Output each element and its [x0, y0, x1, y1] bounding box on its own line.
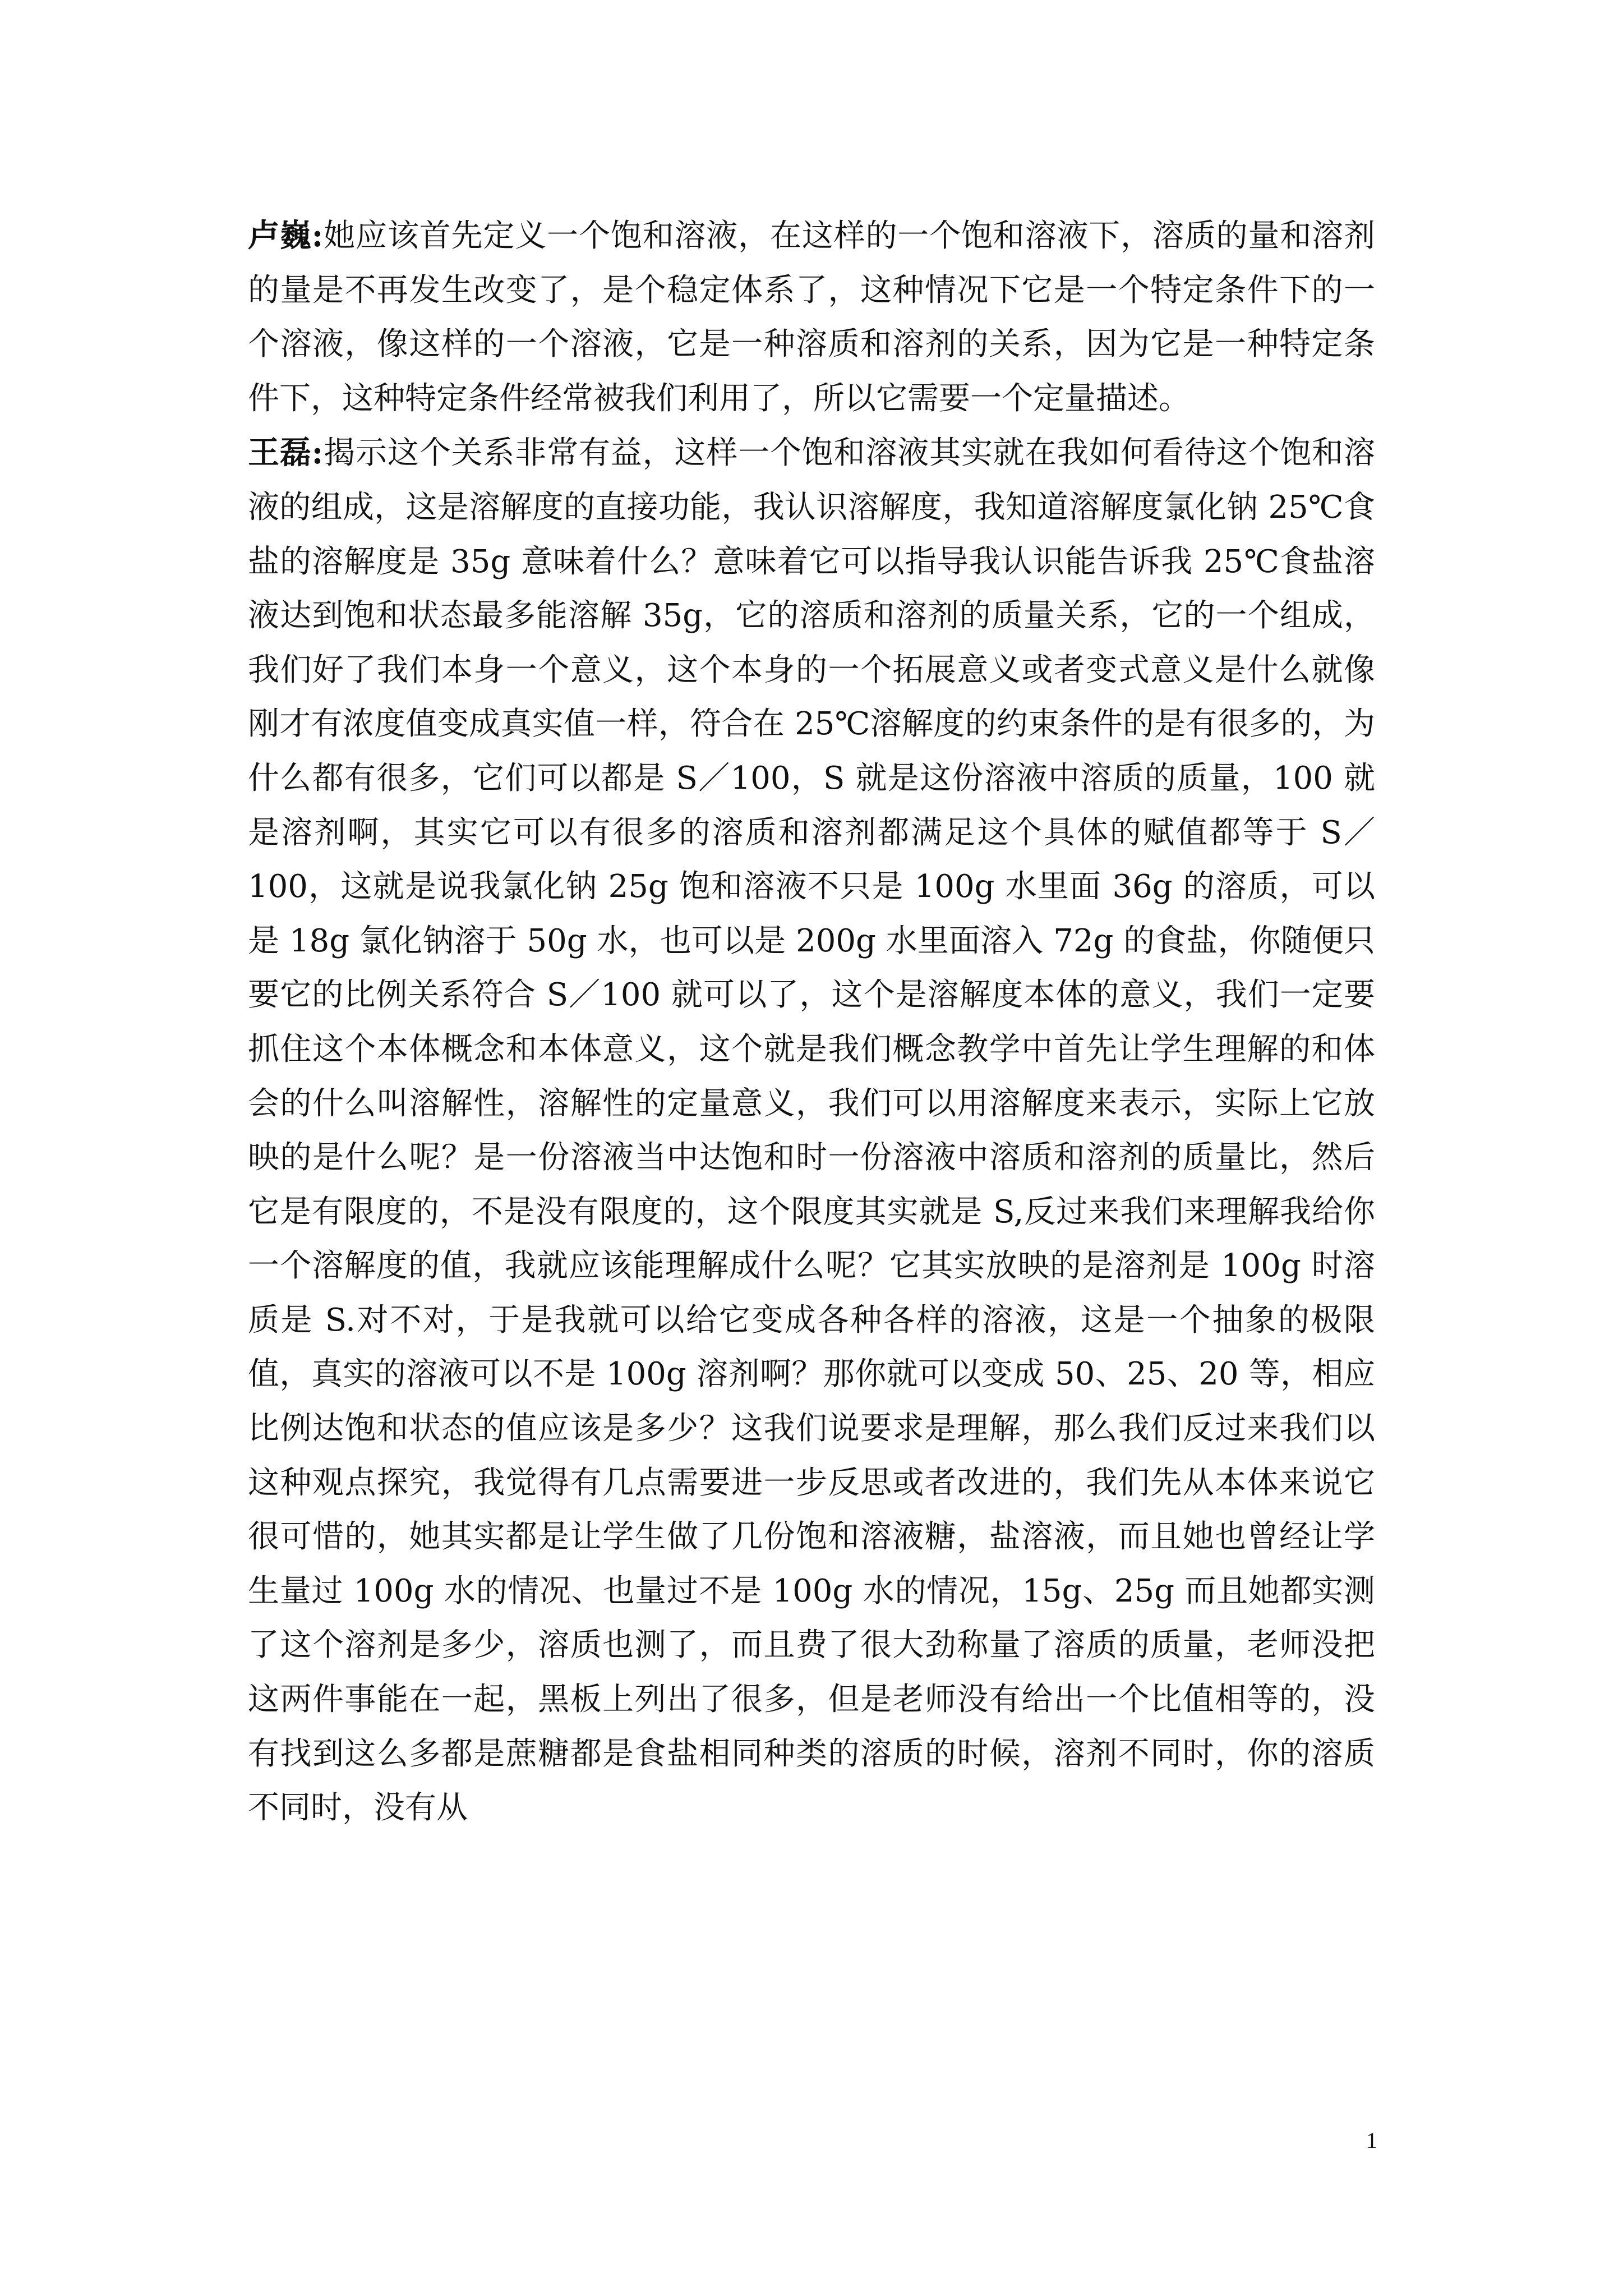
- paragraph-text: 她应该首先定义一个饱和溶液，在这样的一个饱和溶液下，溶质的量和溶剂的量是不再发生改变了，是个稳定体系了，这种情况下它是一个特定条件下的一个溶液，像这样的一个溶液，它是一种溶质和溶剂的关系，因为它是一种特定条件下，这种特定条件经常被我们利用了，所以它需要一个定量描述。: [248, 218, 1376, 417]
- transcript-body: [248, 209, 1375, 1835]
- page-number: 1: [1366, 2128, 1377, 2153]
- paragraph-text: 揭示这个关系非常有益，这样一个饱和溶液其实就在我如何看待这个饱和溶液的组成，这是溶解度的直接功能，我认识溶解度，我知道溶解度氯化钠 25℃食盐的溶解度是 35g 意味着什么？意味着它可以指导我认识能告诉我 25℃食盐溶液达到饱和状态最多能溶解 35g，它的溶质和溶剂的质量关系，它的一个组成，我们好了我们本身一个意义，这个本身的一个拓展意义或者变式意义是什么就像刚才有浓度值变成真实值一样，符合在 25℃溶解度的约束条件的是有很多的，为什么都有很多，它们可以都是 S／100，S 就是这份溶液中溶质的质量，100 就是溶剂啊，其实它可以有很多的溶质和溶剂都满足这个具体的赋值都等于 S／100，这就是说我氯化钠 25g 饱和溶液不只是 100g 水里面 36g 的溶质，可以是 18g 氯化钠溶于 50g 水，也可以是 200g 水里面溶入 72g 的食盐，你随便只要它的比例关系符合 S／100 就可以了，这个是溶解度本体的意义，我们一定要抓住这个本体概念和本体意义，这个就是我们概念教学中首先让学生理解的和体会的什么叫溶解性，溶解性的定量意义，我们可以用溶解度来表示，实际上它放映的是什么呢？是一份溶液当中达饱和时一份溶液中溶质和溶剂的质量比，然后它是有限度的，不是没有限度的，这个限度其实就是 S,反过来我们来理解我给你一个溶解度的值，我就应该能理解成什么呢？它其实放映的是溶剂是 100g 时溶质是 S.对不对，于是我就可以给它变成各种各样的溶液，这是一个抽象的极限值，真实的溶液可以不是 100g 溶剂啊？那你就可以变成 50、25、20 等，相应比例达饱和状态的值应该是多少？这我们说要求是理解，那么我们反过来我们以这种观点探究，我觉得有几点需要进一步反思或者改进的，我们先从本体来说它很可惜的，她其实都是让学生做了几份饱和溶液糖，盐溶液，而且她也曾经让学生量过 100g 水的情况、也量过不是 100g 水的情况，15g、25g 而且她都实测了这个溶剂是多少，溶质也测了，而且费了很大劲称量了溶质的质量，老师没把这两件事能在一起，黑板上列出了很多，但是老师没有给出一个比值相等的，没有找到这么多都是蔗糖都是食盐相同种类的溶质的时候，溶剂不同时，你的溶质不同时，没有从: [248, 435, 1376, 1826]
- speaker-name: 王磊:: [248, 434, 324, 472]
- speaker-name: 卢巍:: [248, 217, 324, 254]
- paragraph-wanglei: [248, 426, 1375, 1835]
- paragraph-luwei: [248, 209, 1375, 426]
